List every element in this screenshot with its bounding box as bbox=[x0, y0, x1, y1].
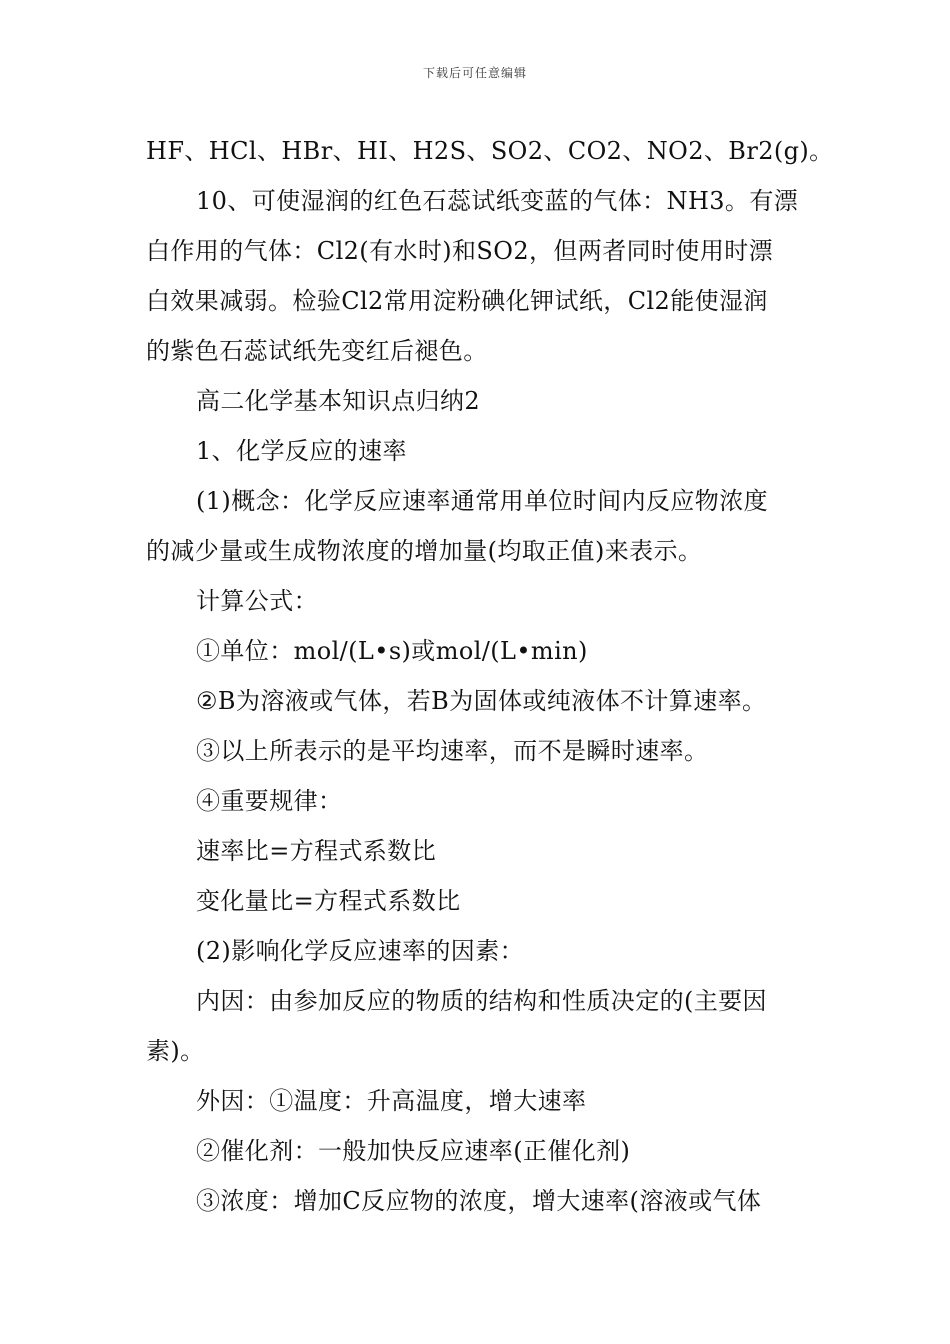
text-line: 内因：由参加反应的物质的结构和性质决定的(主要因 bbox=[196, 987, 767, 1015]
subsection-title: 1、化学反应的速率 bbox=[196, 437, 407, 465]
text-line: 10、可使湿润的红色石蕊试纸变蓝的气体：NH3。有漂 bbox=[196, 187, 799, 215]
section-title: 高二化学基本知识点归纳2 bbox=[196, 387, 481, 415]
text-line: HF、HCl、HBr、HI、H2S、SO2、CO2、NO2、Br2(g)。 bbox=[146, 137, 834, 165]
text-line: (1)概念：化学反应速率通常用单位时间内反应物浓度 bbox=[196, 487, 768, 515]
text-line: 变化量比=方程式系数比 bbox=[196, 887, 461, 915]
text-line: 的紫色石蕊试纸先变红后褪色。 bbox=[146, 337, 488, 365]
text-line: 白作用的气体：Cl2(有水时)和SO2，但两者同时使用时漂 bbox=[146, 237, 774, 265]
text-line: ②催化剂：一般加快反应速率(正催化剂) bbox=[196, 1137, 631, 1165]
text-line: 计算公式： bbox=[196, 587, 318, 615]
text-line: 速率比=方程式系数比 bbox=[196, 837, 437, 865]
text-line: ③浓度：增加C反应物的浓度，增大速率(溶液或气体 bbox=[196, 1187, 762, 1215]
text-line: ③以上所表示的是平均速率，而不是瞬时速率。 bbox=[196, 737, 709, 765]
page-header: 下载后可任意编辑 bbox=[422, 66, 527, 80]
text-line: 外因：①温度：升高温度，增大速率 bbox=[196, 1087, 587, 1115]
text-line: ①单位：mol/(L•s)或mol/(L•min) bbox=[196, 637, 588, 665]
document-body bbox=[146, 126, 834, 1226]
text-line: 的减少量或生成物浓度的增加量(均取正值)来表示。 bbox=[146, 537, 703, 565]
text-line: ②B为溶液或气体，若B为固体或纯液体不计算速率。 bbox=[196, 687, 767, 715]
text-line: (2)影响化学反应速率的因素： bbox=[196, 937, 524, 965]
text-line: ④重要规律： bbox=[196, 787, 343, 815]
text-line: 素)。 bbox=[146, 1037, 205, 1065]
text-line: 白效果减弱。检验Cl2常用淀粉碘化钾试纸，Cl2能使湿润 bbox=[146, 287, 768, 315]
